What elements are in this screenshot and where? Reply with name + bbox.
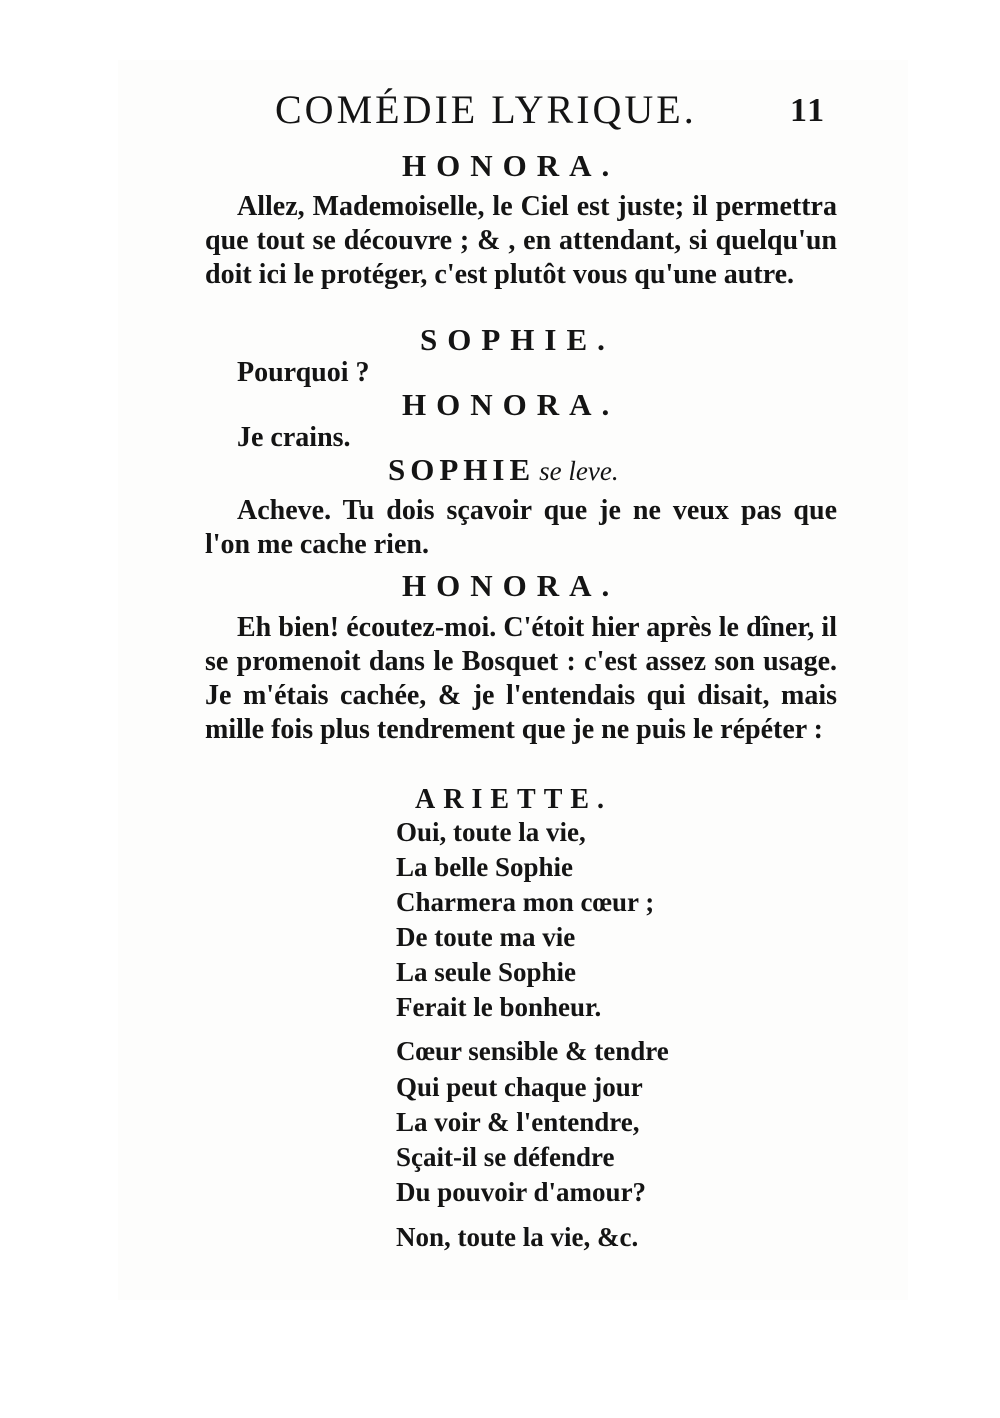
verse-line: Cœur sensible & tendre [396, 1036, 669, 1066]
speech-text: Allez, Mademoiselle, le Ciel est juste; il permettra que tout se découvre ; & , en attendant, si quelqu'un doit ici le protéger, c'est plutôt vous qu'une autre. [205, 191, 837, 290]
verse-line: Du pouvoir d'amour? [396, 1177, 647, 1207]
speaker-honora [402, 148, 619, 184]
verse-line: La voir & l'entendre, [396, 1107, 640, 1137]
speaker-name: HONORA. [402, 148, 620, 183]
speaker-name: HONORA. [402, 568, 620, 603]
stage-direction: se leve. [539, 456, 619, 486]
speaker-sophie [388, 452, 619, 488]
verse-line: Oui, toute la vie, [396, 817, 586, 847]
speech-text: Pourquoi ? [237, 357, 370, 388]
speaker-honora [402, 568, 619, 604]
page-number: 11 [790, 92, 827, 129]
speaker-sophie [420, 322, 615, 358]
ariette-title: ARIETTE. [415, 784, 613, 815]
speaker-honora [402, 387, 619, 423]
speech-text: Eh bien! écoutez-moi. C'étoit hier après le dîner, il se promenoit dans le Bosquet : c'est assez son usage. Je m'étais cachée, & je l'entendais qui disait, mais mille fois plus tendrement que je ne puis le répéter : [205, 612, 837, 745]
speech-text: Je crains. [237, 422, 351, 453]
speech-text: Acheve. Tu dois sçavoir que je ne veux pas que l'on me cache rien. [205, 495, 837, 560]
verse-line: La belle Sophie [396, 852, 574, 882]
verse-line: La seule Sophie [396, 957, 577, 987]
verse-refrain: Non, toute la vie, &c. [396, 1222, 639, 1252]
verse-line: De toute ma vie [396, 922, 576, 952]
speaker-name: SOPHIE. [420, 322, 615, 357]
speaker-name: SOPHIE [388, 452, 536, 487]
verse-line: Ferait le bonheur. [396, 992, 602, 1022]
verse-line: Sçait-il se défendre [396, 1142, 615, 1172]
verse-line: Qui peut chaque jour [396, 1072, 643, 1102]
running-title: COMÉDIE LYRIQUE. [275, 87, 697, 132]
speaker-name: HONORA. [402, 387, 620, 422]
verse-line: Charmera mon cœur ; [396, 887, 655, 917]
